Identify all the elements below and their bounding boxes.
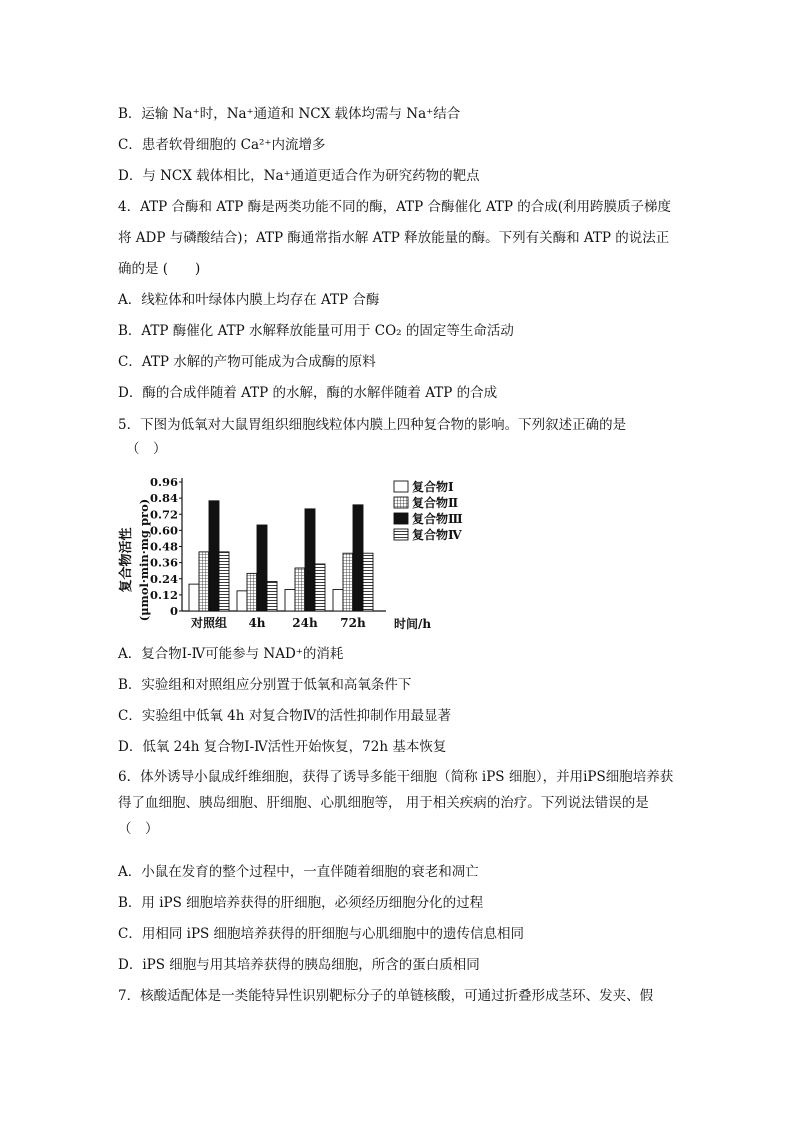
q3-option-b: B．运输 Na⁺时，Na⁺通道和 NCX 载体均需与 Na⁺结合 <box>118 106 461 122</box>
y-tick-label: 0.12 <box>149 587 178 602</box>
q6-option-d: D．iPS 细胞与用其培养获得的胰岛细胞，所含的蛋白质相同 <box>118 957 480 973</box>
q4-option-a: A．线粒体和叶绿体内膜上均存在 ATP 合酶 <box>118 292 380 308</box>
legend-label: 复合物Ⅳ <box>412 528 462 542</box>
bar <box>363 553 373 611</box>
legend-swatch <box>394 513 408 524</box>
x-tick-label: 对照组 <box>190 616 228 630</box>
legend-label: 复合物Ⅰ <box>412 480 454 494</box>
y-tick-label: 0.72 <box>149 507 178 522</box>
legend-label: 复合物Ⅱ <box>412 496 459 510</box>
q4-option-b: B．ATP 酶催化 ATP 水解释放能量可用于 CO₂ 的固定等生命活动 <box>118 323 514 339</box>
bar <box>267 581 277 611</box>
q4-option-c: C．ATP 水解的产物可能成为合成酶的原料 <box>118 354 376 370</box>
x-tick-label: 24h <box>292 616 318 630</box>
y-tick-label: 0.84 <box>149 491 178 506</box>
q4-stem: 4．ATP 合酶和 ATP 酶是两类功能不同的酶，ATP 合酶催化 ATP 的合成(利用跨膜质子梯度将 ADP 与磷酸结合)；ATP 酶通常指水解 ATP 释放能量的酶。下列有关酶和 ATP 的说法正确的是 ( ) <box>118 199 671 277</box>
x-axis-title: 时间/h <box>394 617 432 631</box>
q5-option-d: D．低氧 24h 复合物Ⅰ-Ⅳ活性开始恢复，72h 基本恢复 <box>118 739 447 755</box>
x-tick-label: 4h <box>248 616 266 630</box>
y-tick-label: 0.36 <box>149 555 178 570</box>
bar <box>199 552 209 611</box>
q5-option-c: C．实验组中低氧 4h 对复合物Ⅳ的活性抑制作用最显著 <box>118 708 452 724</box>
x-tick-label: 72h <box>340 616 366 630</box>
y-axis-unit: (μmol·min·mg pro) <box>137 498 151 622</box>
q5-stem-paren: （ ） <box>126 441 167 457</box>
q6-stem: 6．体外诱导小鼠成纤维细胞，获得了诱导多能干细胞（简称 iPS 细胞），并用iPS细胞培养获得了血细胞、胰岛细胞、肝细胞、心肌细胞等， 用于相关疾病的治疗。下列说法错误的是 （ ） <box>118 769 674 837</box>
y-tick-label: 0.48 <box>149 539 178 554</box>
y-tick-label: 0 <box>169 604 178 618</box>
legend-swatch <box>394 497 408 508</box>
q6-option-a: A．小鼠在发育的整个过程中，一直伴随着细胞的衰老和凋亡 <box>118 864 479 880</box>
bar <box>237 591 247 611</box>
q3-option-d: D．与 NCX 载体相比，Na⁺通道更适合作为研究药物的靶点 <box>118 168 480 184</box>
bar <box>295 568 305 611</box>
y-axis-title: 复合物活性 <box>119 527 134 593</box>
q5-option-a: A．复合物Ⅰ-Ⅳ可能参与 NAD⁺的消耗 <box>118 646 344 662</box>
bar <box>305 509 315 611</box>
bar <box>209 501 219 611</box>
bar <box>333 590 343 612</box>
complex-activity-chart <box>118 470 478 638</box>
legend-swatch <box>394 481 408 492</box>
bar <box>353 505 363 611</box>
bar <box>257 525 267 611</box>
legend-swatch <box>394 529 408 540</box>
legend-label: 复合物Ⅲ <box>412 512 463 526</box>
bar <box>189 584 199 611</box>
bar <box>343 553 353 611</box>
bar <box>219 552 229 611</box>
q6-option-c: C．用相同 iPS 细胞培养获得的肝细胞与心肌细胞中的遗传信息相同 <box>118 926 525 942</box>
y-tick-label: 0.24 <box>149 571 178 586</box>
q5-stem: 5．下图为低氧对大鼠胃组织细胞线粒体内膜上四种复合物的影响。下列叙述正确的是 <box>118 417 627 433</box>
y-tick-label: 0.60 <box>149 523 178 538</box>
y-tick-label: 0.96 <box>149 475 178 489</box>
q3-option-c: C．患者软骨细胞的 Ca²⁺内流增多 <box>118 137 326 153</box>
q5-option-b: B．实验组和对照组应分别置于低氧和高氧条件下 <box>118 677 412 693</box>
q4-option-d: D．酶的合成伴随着 ATP 的水解，酶的水解伴随着 ATP 的合成 <box>118 385 498 401</box>
q7-stem: 7．核酸适配体是一类能特异性识别靶标分子的单链核酸，可通过折叠形成茎环、发夹、假 <box>118 988 654 1004</box>
bar <box>285 590 295 612</box>
q6-option-b: B．用 iPS 细胞培养获得的肝细胞，必须经历细胞分化的过程 <box>118 895 484 911</box>
bar <box>247 573 257 611</box>
bar <box>315 564 325 611</box>
